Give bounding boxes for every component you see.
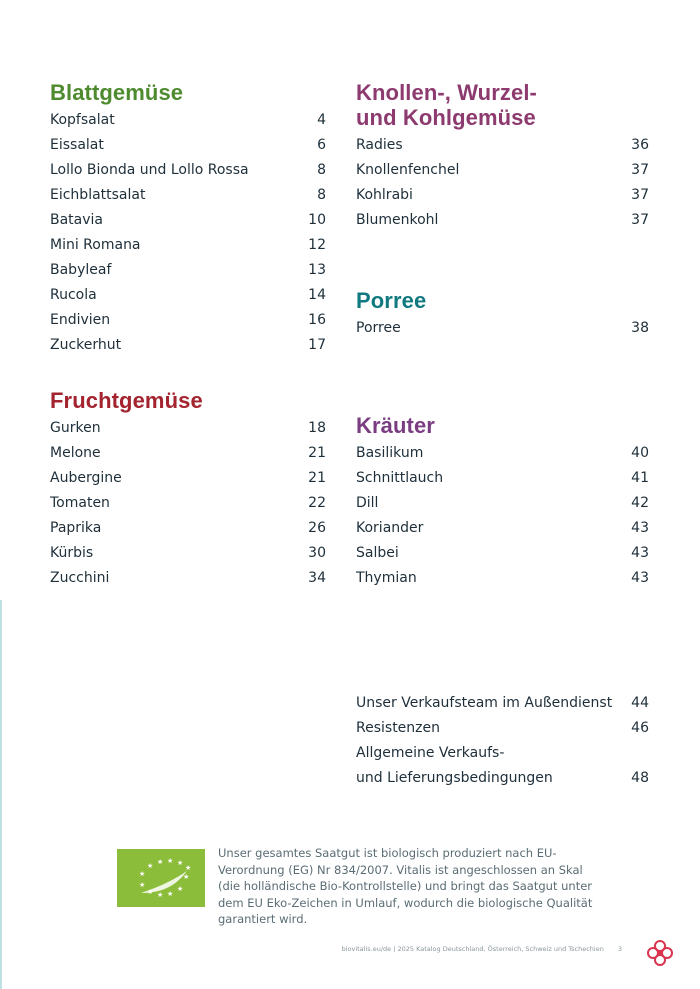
toc-entry (356, 690, 649, 715)
toc-entry (50, 415, 326, 440)
toc-entry-page: 13 (308, 261, 326, 278)
toc-entry (356, 515, 649, 540)
toc-entry-name: Batavia (50, 211, 104, 228)
toc-entry-page: 16 (308, 311, 326, 328)
toc-entry (50, 182, 326, 207)
toc-entry-name: Basilikum (356, 444, 424, 461)
toc-entry (50, 332, 326, 357)
section-title-fruchtgemuese: Fruchtgemüse (50, 388, 203, 413)
toc-entry (356, 765, 649, 790)
toc-entry (50, 465, 326, 490)
toc-entry-name: Gurken (50, 419, 101, 436)
toc-entry-name: Resistenzen (356, 719, 440, 736)
section-kraeuter (356, 413, 649, 590)
toc-entry-page: 22 (308, 494, 326, 511)
page-edge-line (0, 600, 2, 989)
toc-entry-page: 4 (317, 111, 326, 128)
toc-entry-page: 21 (308, 444, 326, 461)
toc-entry-page: 10 (308, 211, 326, 228)
toc-entry-name: Knollenfenchel (356, 161, 460, 178)
toc-entry-name: Unser Verkaufsteam im Außendienst (356, 694, 613, 711)
toc-entry (356, 440, 649, 465)
section-fruchtgemuese (50, 388, 326, 590)
toc-entry-name: Kopfsalat (50, 111, 115, 128)
toc-entry (356, 540, 649, 565)
svg-text:★: ★ (167, 857, 174, 865)
section-title-knollen-line1: Knollen-, Wurzel- (356, 80, 537, 105)
toc-list-blattgemuese (50, 107, 326, 357)
section-title-porree: Porree (356, 288, 427, 313)
toc-entry (356, 132, 649, 157)
toc-entry-page: 46 (631, 719, 649, 736)
svg-text:★: ★ (139, 881, 146, 889)
footer-text: biovitalis.eu/de | 2025 Katalog Deutschland, Österreich, Schweiz und Tschechien (341, 945, 604, 953)
svg-text:★: ★ (183, 873, 190, 881)
eu-organic-leaf-svg (117, 849, 205, 907)
toc-entry (356, 565, 649, 590)
toc-entry-name: Schnittlauch (356, 469, 444, 486)
toc-entry (50, 157, 326, 182)
toc-entry-name: Kohlrabi (356, 186, 413, 203)
toc-entry-page: 43 (631, 519, 649, 536)
section-title-kraeuter: Kräuter (356, 413, 435, 438)
toc-entry-name: Eissalat (50, 136, 104, 153)
toc-entry-name: Babyleaf (50, 261, 112, 278)
toc-entry-page: 21 (308, 469, 326, 486)
toc-entry-name: Radies (356, 136, 403, 153)
toc-entry-name: Zucchini (50, 569, 110, 586)
toc-entry-page: 6 (317, 136, 326, 153)
toc-entry-name: Porree (356, 319, 401, 336)
toc-entry (356, 465, 649, 490)
toc-entry (356, 157, 649, 182)
toc-entry-name: Kürbis (50, 544, 94, 561)
section-misc (356, 690, 649, 790)
svg-text:★: ★ (157, 858, 164, 866)
section-knollen-wurzel-kohlgemuese (356, 80, 649, 232)
toc-entry-name: Koriander (356, 519, 424, 536)
toc-entry-name: und Lieferungsbedingungen (356, 769, 553, 786)
toc-entry (50, 282, 326, 307)
toc-entry (50, 257, 326, 282)
toc-entry-name: Melone (50, 444, 101, 461)
toc-entry (50, 440, 326, 465)
toc-entry-page: 42 (631, 494, 649, 511)
toc-entry (50, 232, 326, 257)
toc-entry-name: Salbei (356, 544, 399, 561)
section-porree (356, 288, 649, 340)
toc-entry-page: 18 (308, 419, 326, 436)
toc-entry-page: 8 (317, 186, 326, 203)
section-title-blattgemuese: Blattgemüse (50, 80, 184, 105)
toc-entry-name: Zuckerhut (50, 336, 122, 353)
toc-entry-name: Endivien (50, 311, 111, 328)
toc-list-kraeuter (356, 440, 649, 590)
toc-entry-name: Rucola (50, 286, 97, 303)
toc-list-fruchtgemuese (50, 415, 326, 590)
toc-entry-page: 37 (631, 211, 649, 228)
toc-entry (50, 132, 326, 157)
toc-entry-name: Thymian (356, 569, 417, 586)
svg-text:★: ★ (167, 890, 174, 898)
toc-entry-name: Allgemeine Verkaufs- (356, 744, 505, 761)
toc-entry-page: 34 (308, 569, 326, 586)
toc-entry-name: Mini Romana (50, 236, 141, 253)
section-title-knollen-line2: und Kohlgemüse (356, 105, 536, 130)
footer-page-number: 3 (617, 945, 622, 953)
toc-entry (356, 207, 649, 232)
toc-entry-name: Paprika (50, 519, 102, 536)
toc-entry-name: Aubergine (50, 469, 122, 486)
toc-entry-page: 40 (631, 444, 649, 461)
svg-text:★: ★ (177, 859, 184, 867)
toc-entry-page: 30 (308, 544, 326, 561)
toc-list-misc (356, 690, 649, 790)
toc-entry (50, 307, 326, 332)
toc-entry (50, 107, 326, 132)
eu-organic-notice: Unser gesamtes Saatgut ist biologisch produziert nach EU-Verordnung (EG) Nr 834/2007. Vitalis ist angeschlossen an Skal (die holländische Bio-Kontrollstelle) und bringt das Saatgut unter dem EU Eko-Zeichen in Umlauf, wodurch die biologische Qualität garantiert wird. (218, 846, 593, 926)
page-footer (330, 945, 622, 953)
svg-text:★: ★ (185, 864, 192, 872)
toc-entry-name: Lollo Bionda und Lollo Rossa (50, 161, 249, 178)
section-title-knollen (356, 80, 649, 130)
svg-text:★: ★ (157, 891, 164, 899)
eu-organic-leaf-icon (117, 849, 205, 907)
toc-entry (356, 740, 649, 765)
toc-entry-page: 48 (631, 769, 649, 786)
toc-entry-name: Eichblattsalat (50, 186, 146, 203)
toc-entry-page: 43 (631, 569, 649, 586)
toc-entry-name: Blumenkohl (356, 211, 439, 228)
toc-entry-page: 12 (308, 236, 326, 253)
toc-entry-page: 37 (631, 186, 649, 203)
toc-entry-page: 26 (308, 519, 326, 536)
svg-text:★: ★ (177, 885, 184, 893)
toc-entry-page: 41 (631, 469, 649, 486)
section-blattgemuese (50, 80, 326, 357)
toc-entry (356, 715, 649, 740)
toc-entry (356, 490, 649, 515)
toc-entry (50, 490, 326, 515)
svg-text:★: ★ (139, 870, 146, 878)
toc-entry (50, 540, 326, 565)
toc-entry-page: 14 (308, 286, 326, 303)
toc-entry-page: 37 (631, 161, 649, 178)
toc-entry-page: 44 (631, 694, 649, 711)
toc-entry-name: Dill (356, 494, 379, 511)
toc-entry-page: 43 (631, 544, 649, 561)
flower-icon (646, 939, 674, 967)
toc-entry-page: 17 (308, 336, 326, 353)
toc-list-porree (356, 315, 649, 340)
toc-entry-page: 38 (631, 319, 649, 336)
toc-entry (50, 207, 326, 232)
toc-entry-name: Tomaten (50, 494, 110, 511)
svg-text:★: ★ (147, 862, 154, 870)
toc-list-knollen (356, 132, 649, 232)
toc-entry-page: 36 (631, 136, 649, 153)
toc-entry (356, 315, 649, 340)
toc-entry-page: 8 (317, 161, 326, 178)
toc-entry (356, 182, 649, 207)
toc-entry (50, 515, 326, 540)
toc-entry (50, 565, 326, 590)
